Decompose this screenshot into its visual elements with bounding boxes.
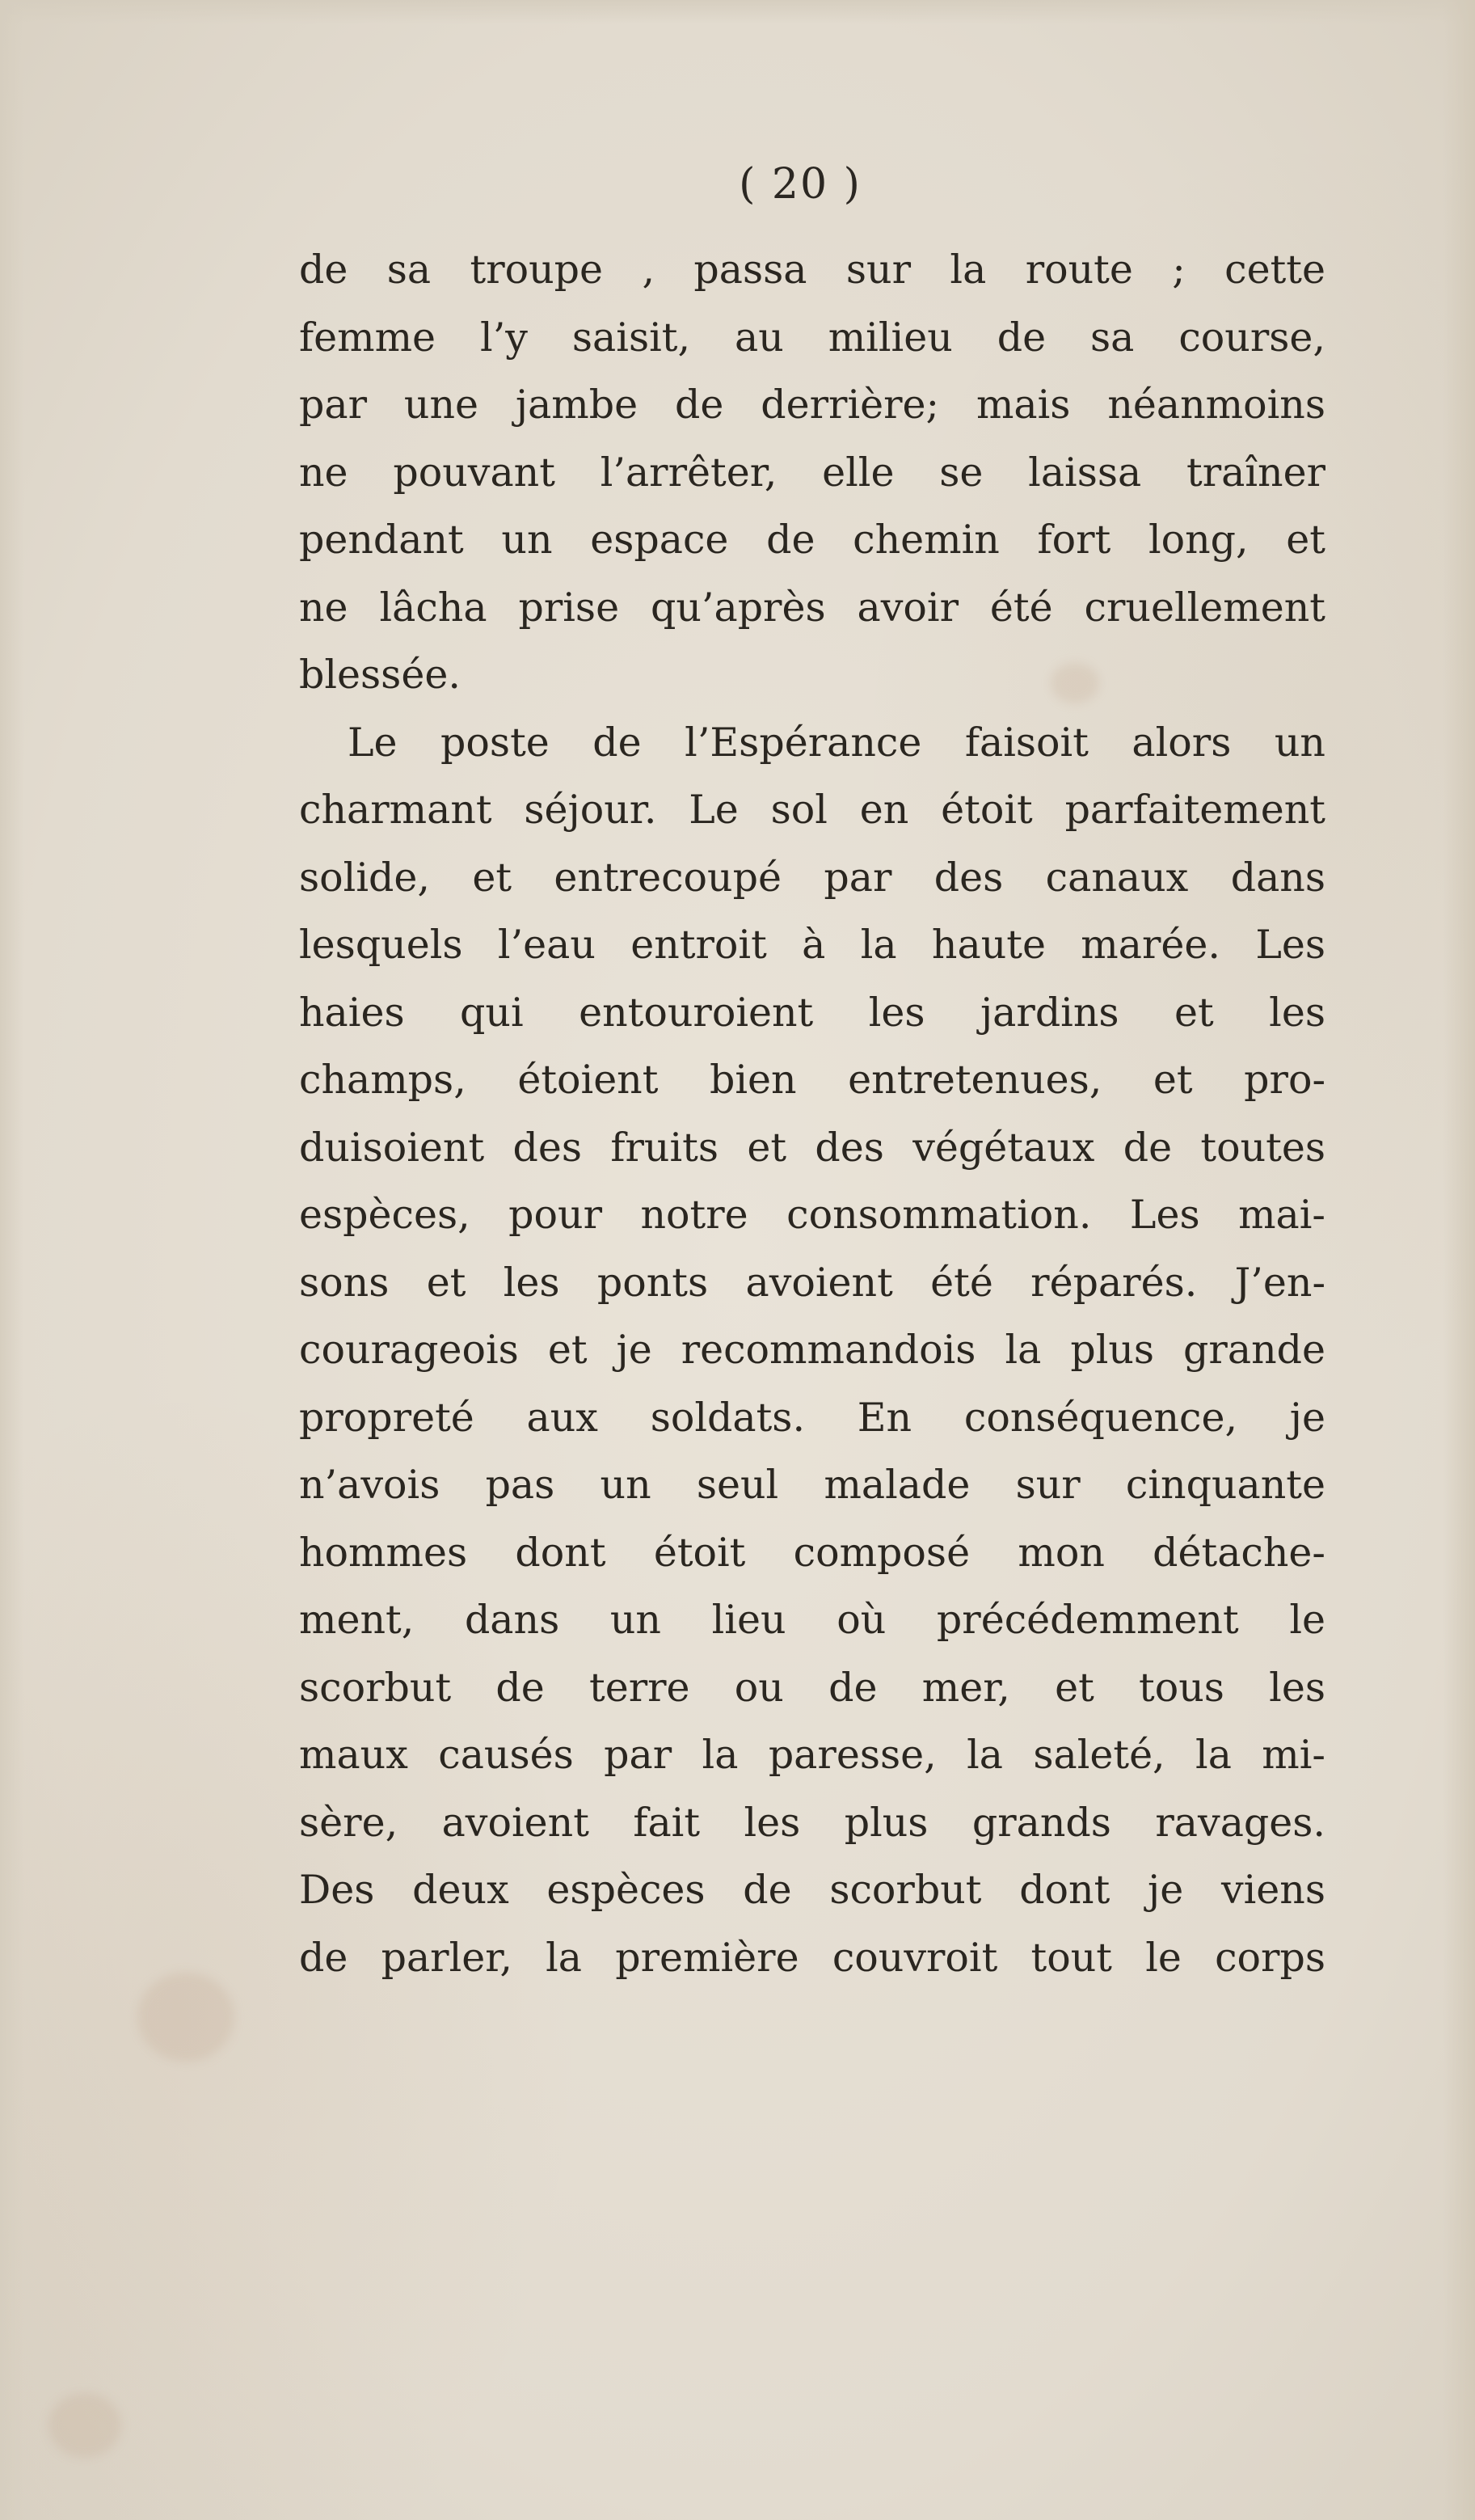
text-line: blessée. (299, 652, 461, 698)
text-line: femme l’y saisit, au milieu de sa course, (299, 314, 1325, 361)
text-line: ne pouvant l’arrêter, elle se laissa traîner (299, 449, 1325, 496)
text-line: Des deux espèces de scorbut dont je viens (299, 1867, 1325, 1913)
page-edge-left (0, 0, 24, 2520)
page-edge-right (1443, 0, 1475, 2520)
body-text (299, 236, 1325, 1991)
text-line: ment, dans un lieu où précédemment le (299, 1597, 1325, 1643)
text-line: espèces, pour notre consommation. Les mai- (299, 1192, 1325, 1238)
page-number: ( 20 ) (739, 160, 862, 209)
text-line: maux causés par la paresse, la saleté, la mi- (299, 1732, 1325, 1778)
paper-stain (137, 1973, 234, 2062)
text-line: Le poste de l’Espérance faisoit alors un (348, 719, 1325, 766)
text-line: scorbut de terre ou de mer, et tous les (299, 1664, 1325, 1711)
text-line: sons et les ponts avoient été réparés. J’en- (299, 1259, 1325, 1306)
text-line: charmant séjour. Le sol en étoit parfaitement (299, 787, 1325, 833)
text-line: pendant un espace de chemin fort long, et (299, 517, 1325, 563)
text-line: de sa troupe , passa sur la route ; cette (299, 247, 1325, 293)
page-edge-top (0, 0, 1475, 24)
text-line: de parler, la première couvroit tout le corps (299, 1934, 1325, 1981)
text-line: courageois et je recommandois la plus grande (299, 1327, 1325, 1373)
text-line: solide, et entrecoupé par des canaux dans (299, 854, 1325, 901)
paper-stain (48, 2393, 121, 2458)
text-line: sère, avoient fait les plus grands ravages. (299, 1799, 1325, 1846)
text-line: duisoient des fruits et des végétaux de toutes (299, 1124, 1325, 1171)
text-line: champs, étoient bien entretenues, et pro- (299, 1057, 1325, 1103)
text-line: par une jambe de derrière; mais néanmoins (299, 382, 1325, 428)
text-line: hommes dont étoit composé mon détache- (299, 1529, 1325, 1576)
text-line: haies qui entouroient les jardins et les (299, 989, 1325, 1036)
text-line: propreté aux soldats. En conséquence, je (299, 1394, 1325, 1441)
text-line: n’avois pas un seul malade sur cinquante (299, 1462, 1325, 1508)
text-line: lesquels l’eau entroit à la haute marée. Les (299, 922, 1325, 968)
text-line: ne lâcha prise qu’après avoir été cruellement (299, 584, 1325, 631)
